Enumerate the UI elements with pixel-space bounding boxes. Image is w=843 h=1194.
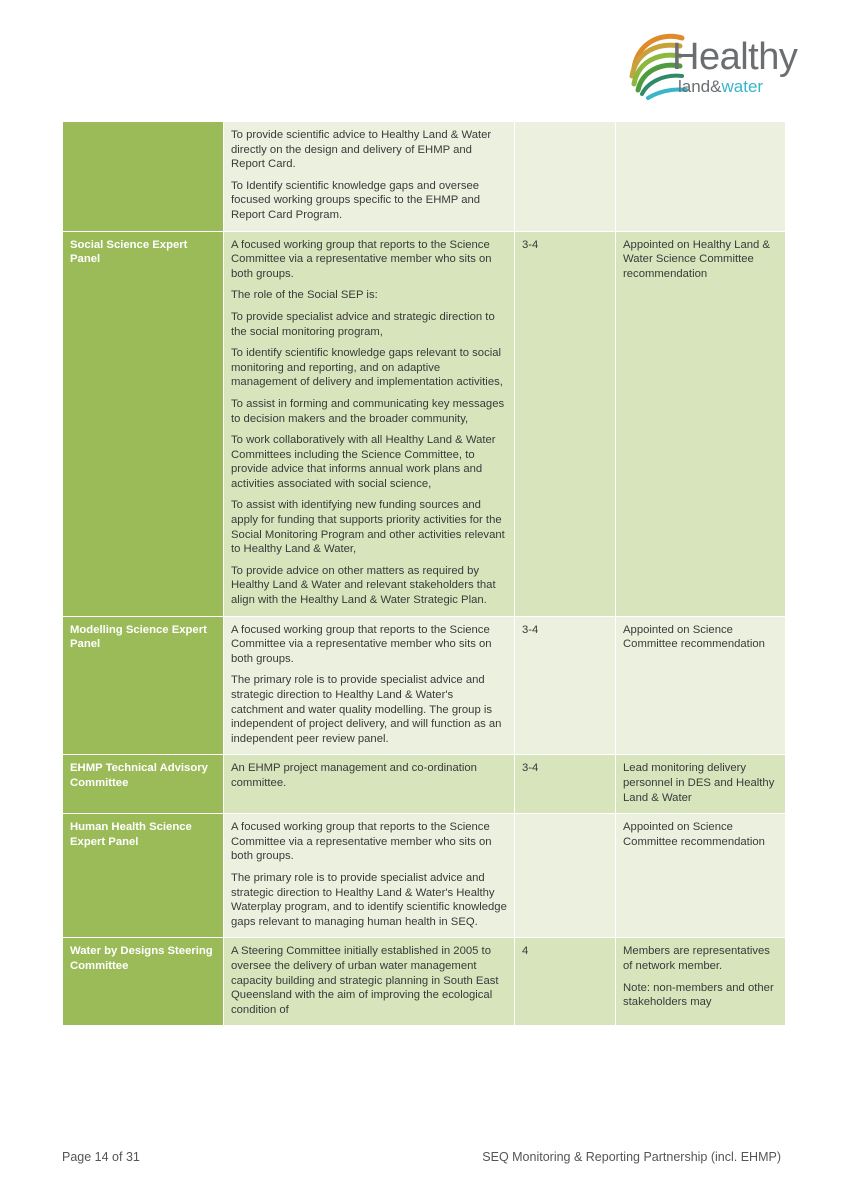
role-paragraph: To work collaboratively with all Healthy Land & Water Committees including the Science Committee, to provide advice that informs annual work plans and activities associated with social science, (231, 434, 496, 490)
committee-name: EHMP Technical Advisory Committee (70, 762, 208, 789)
appointment-note: Members are representatives of network member. (623, 945, 770, 972)
role-paragraph: The primary role is to provide specialist advice and strategic direction to Healthy Land & Water's Healthy Waterplay program, and to identify scientific knowledge gaps relevant to managing human health in SEQ. (231, 871, 507, 928)
appointment-notes-cell (616, 122, 786, 232)
appointment-notes-cell (616, 814, 786, 938)
committee-name-cell (63, 122, 224, 232)
committee-name: Human Health Science Expert Panel (70, 821, 192, 848)
table-row (63, 122, 786, 232)
role-description-cell (224, 814, 515, 938)
committee-name-cell (63, 616, 224, 755)
table-row (63, 755, 786, 814)
committee-name-cell (63, 755, 224, 814)
member-count: 3-4 (522, 238, 539, 251)
role-paragraph: To provide advice on other matters as required by Healthy Land & Water and relevant stakeholders that align with the Healthy Land & Water Strategic Plan. (231, 564, 496, 607)
role-paragraph: The primary role is to provide specialist advice and strategic direction to Healthy Land & Water's catchment and water quality modelling. The group is independent of project delivery, and will function as an independent peer review panel. (231, 674, 502, 745)
role-paragraph: To provide specialist advice and strategic direction to the social monitoring program, (231, 310, 495, 338)
appointment-notes-cell (616, 231, 786, 616)
document-title: SEQ Monitoring & Reporting Partnership (incl. EHMP) (482, 1150, 781, 1164)
member-count-cell (515, 616, 616, 755)
committee-name-cell (63, 231, 224, 616)
member-count: 4 (522, 945, 529, 958)
member-count-cell (515, 122, 616, 232)
appointment-note: Lead monitoring delivery personnel in DES and Healthy Land & Water (623, 762, 775, 804)
appointment-notes-cell (616, 616, 786, 755)
role-paragraph: A focused working group that reports to the Science Committee via a representative member who sits on both groups. (231, 623, 492, 665)
member-count-cell (515, 755, 616, 814)
committee-name-cell (63, 938, 224, 1026)
role-paragraph: To Identify scientific knowledge gaps and oversee focused working groups specific to the EHMP and Report Card Program. (231, 179, 481, 221)
member-count-cell (515, 938, 616, 1026)
member-count: 3-4 (522, 762, 539, 775)
healthy-land-water-logo (628, 28, 806, 104)
appointment-notes-cell (616, 755, 786, 814)
logo-word-healthy: Healthy (672, 36, 798, 78)
appointment-notes-cell (616, 938, 786, 1026)
role-description-cell (224, 938, 515, 1026)
role-description-cell (224, 616, 515, 755)
role-paragraph: An EHMP project management and co-ordination committee. (231, 762, 477, 789)
member-count-cell (515, 231, 616, 616)
member-count: 3-4 (522, 623, 539, 636)
role-paragraph: The role of the Social SEP is: (231, 289, 378, 302)
committee-name: Social Science Expert Panel (70, 238, 188, 266)
role-paragraph: A focused working group that reports to the Science Committee via a representative member who sits on both groups. (231, 238, 492, 280)
role-paragraph: To provide scientific advice to Healthy Land & Water directly on the design and delivery of EHMP and Report Card. (231, 129, 492, 171)
committee-table (62, 121, 786, 1026)
member-count-cell (515, 814, 616, 938)
table-row (63, 938, 786, 1026)
table-row (63, 814, 786, 938)
role-description-cell (224, 122, 515, 232)
appointment-note: Appointed on Science Committee recommendation (623, 821, 765, 848)
logo-word-land-water: land&water (678, 77, 764, 96)
role-paragraph: To assist with identifying new funding sources and apply for funding that supports priority activities for the Social Monitoring Program and other activities relevant to Healthy Land & Water, (231, 499, 505, 556)
committee-name: Modelling Science Expert Panel (70, 623, 207, 651)
committee-name (63, 122, 223, 136)
member-count (515, 122, 615, 136)
member-count (515, 814, 615, 828)
appointment-note: Appointed on Science Committee recommendation (623, 623, 765, 651)
role-paragraph: To assist in forming and communicating key messages to decision makers and the broader community, (231, 397, 505, 425)
role-description-cell (224, 231, 515, 616)
committee-name: Water by Designs Steering Committee (70, 945, 213, 972)
table-row (63, 616, 786, 755)
role-paragraph: A Steering Committee initially established in 2005 to oversee the delivery of urban water management capacity building and strategic planning in South East Queensland with the aim of improving the ecological condition of (231, 945, 499, 1016)
table-row (63, 231, 786, 616)
page-number: Page 14 of 31 (62, 1150, 140, 1164)
role-paragraph: To identify scientific knowledge gaps relevant to social monitoring and reporting, and on adaptive management of delivery and implementation activities, (231, 347, 503, 389)
appointment-note: Appointed on Healthy Land & Water Science Committee recommendation (623, 238, 770, 280)
role-description-cell (224, 755, 515, 814)
role-paragraph: A focused working group that reports to the Science Committee via a representative member who sits on both groups. (231, 821, 492, 863)
committee-name-cell (63, 814, 224, 938)
appointment-note: Note: non-members and other stakeholders may (623, 981, 774, 1009)
